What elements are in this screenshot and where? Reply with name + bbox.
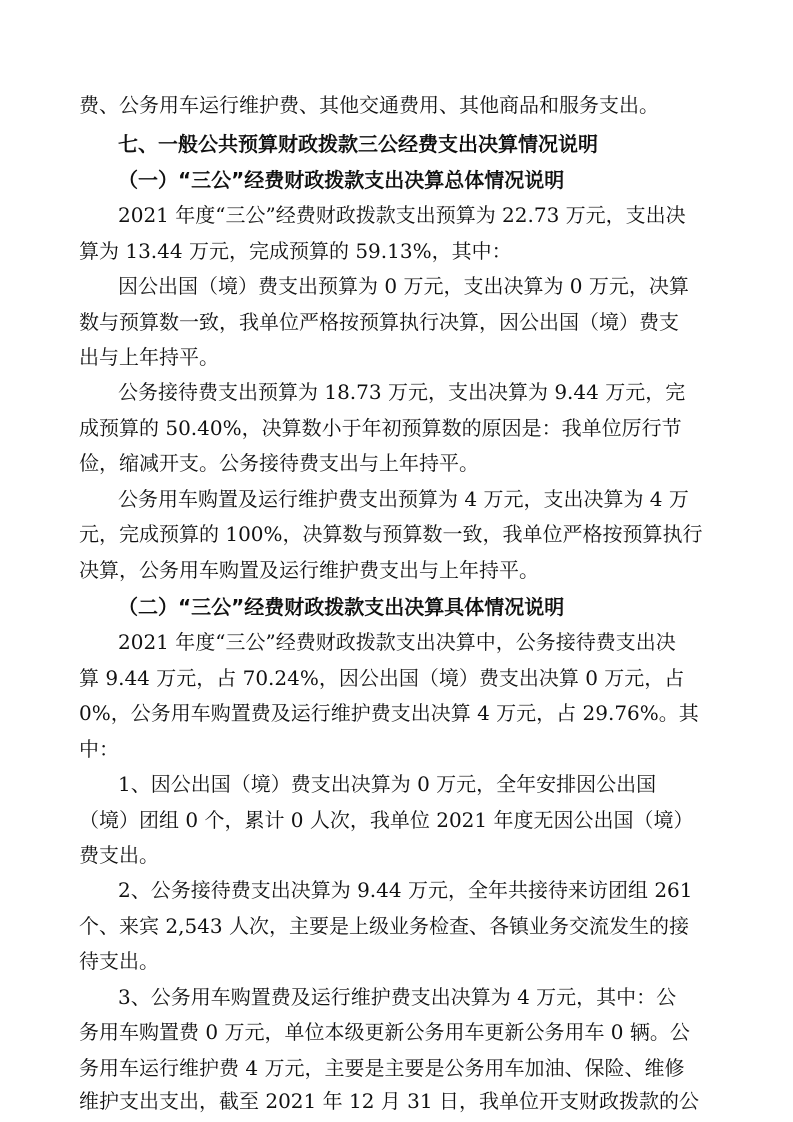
text-line-1: 费、公务用车运行维护费、其他交通费用、其他商品和服务支出。 [79, 93, 659, 117]
text-line-27: 务用车购置费 0 万元，单位本级更新公务用车更新公务用车 0 辆。公 [79, 1020, 690, 1045]
text-line-23: 2、公务接待费支出决算为 9.44 万元，全年共接待来访团组 261 [118, 878, 693, 903]
text-line-22: 费支出。 [79, 843, 159, 867]
text-line-26: 3、公务用车购置费及运行维护费支出决算为 4 万元，其中：公 [118, 984, 677, 1009]
text-line-20: 1、因公出国（境）费支出决算为 0 万元，全年安排因公出国 [118, 772, 657, 797]
text-line-11: 俭，缩减开支。公务接待费支出与上年持平。 [79, 451, 479, 476]
text-line-29: 维护支出支出，截至 2021 年 12 月 31 日，我单位开支财政拨款的公 [79, 1089, 699, 1113]
text-line-24: 个、来宾 2,543 人次，主要是上级业务检查、各镇业务交流发生的接 [79, 913, 689, 938]
text-line-5: 算为 13.44 万元，完成预算的 59.13%，其中： [79, 238, 512, 263]
text-line-25: 待支出。 [79, 949, 159, 974]
text-line-16: 2021 年度“三公”经费财政拨款支出决算中，公务接待费支出决 [118, 630, 676, 655]
text-line-6: 因公出国（境）费支出预算为 0 万元，支出决算为 0 万元，决算 [118, 274, 689, 299]
text-line-4: 2021 年度“三公”经费财政拨款支出预算为 22.73 万元，支出决 [118, 203, 686, 228]
subsection-heading-1: （一）“三公”经费财政拨款支出决算总体情况说明 [118, 167, 565, 192]
text-line-28: 务用车运行维护费 4 万元，主要是主要是公务用车加油、保险、维修 [79, 1055, 685, 1080]
text-line-10: 成预算的 50.40%，决算数小于年初预算数的原因是：我单位厉行节 [79, 415, 682, 440]
text-line-9: 公务接待费支出预算为 18.73 万元，支出决算为 9.44 万元，完 [118, 380, 686, 405]
text-line-18: 0%，公务用车购置费及运行维护费支出决算 4 万元，占 29.76%。其 [79, 701, 699, 726]
text-line-7: 数与预算数一致，我单位严格按预算执行决算，因公出国（境）费支 [79, 309, 679, 334]
subsection-heading-2: （二）“三公”经费财政拨款支出决算具体情况说明 [118, 594, 565, 619]
text-line-8: 出与上年持平。 [79, 345, 219, 369]
text-line-17: 算 9.44 万元，占 70.24%，因公出国（境）费支出决算 0 万元，占 [79, 665, 685, 690]
section-heading-7: 七、一般公共预算财政拨款三公经费支出决算情况说明 [118, 132, 598, 157]
text-line-19: 中： [79, 736, 119, 761]
text-line-12: 公务用车购置及运行维护费支出预算为 4 万元，支出决算为 4 万 [118, 486, 689, 511]
text-line-21: （境）团组 0 个，累计 0 人次，我单位 2021 年度无因公出国（境） [79, 807, 694, 832]
text-line-14: 决算，公务用车购置及运行维护费支出与上年持平。 [79, 557, 539, 582]
text-line-13: 元，完成预算的 100%，决算数与预算数一致，我单位严格按预算执行 [79, 522, 703, 547]
